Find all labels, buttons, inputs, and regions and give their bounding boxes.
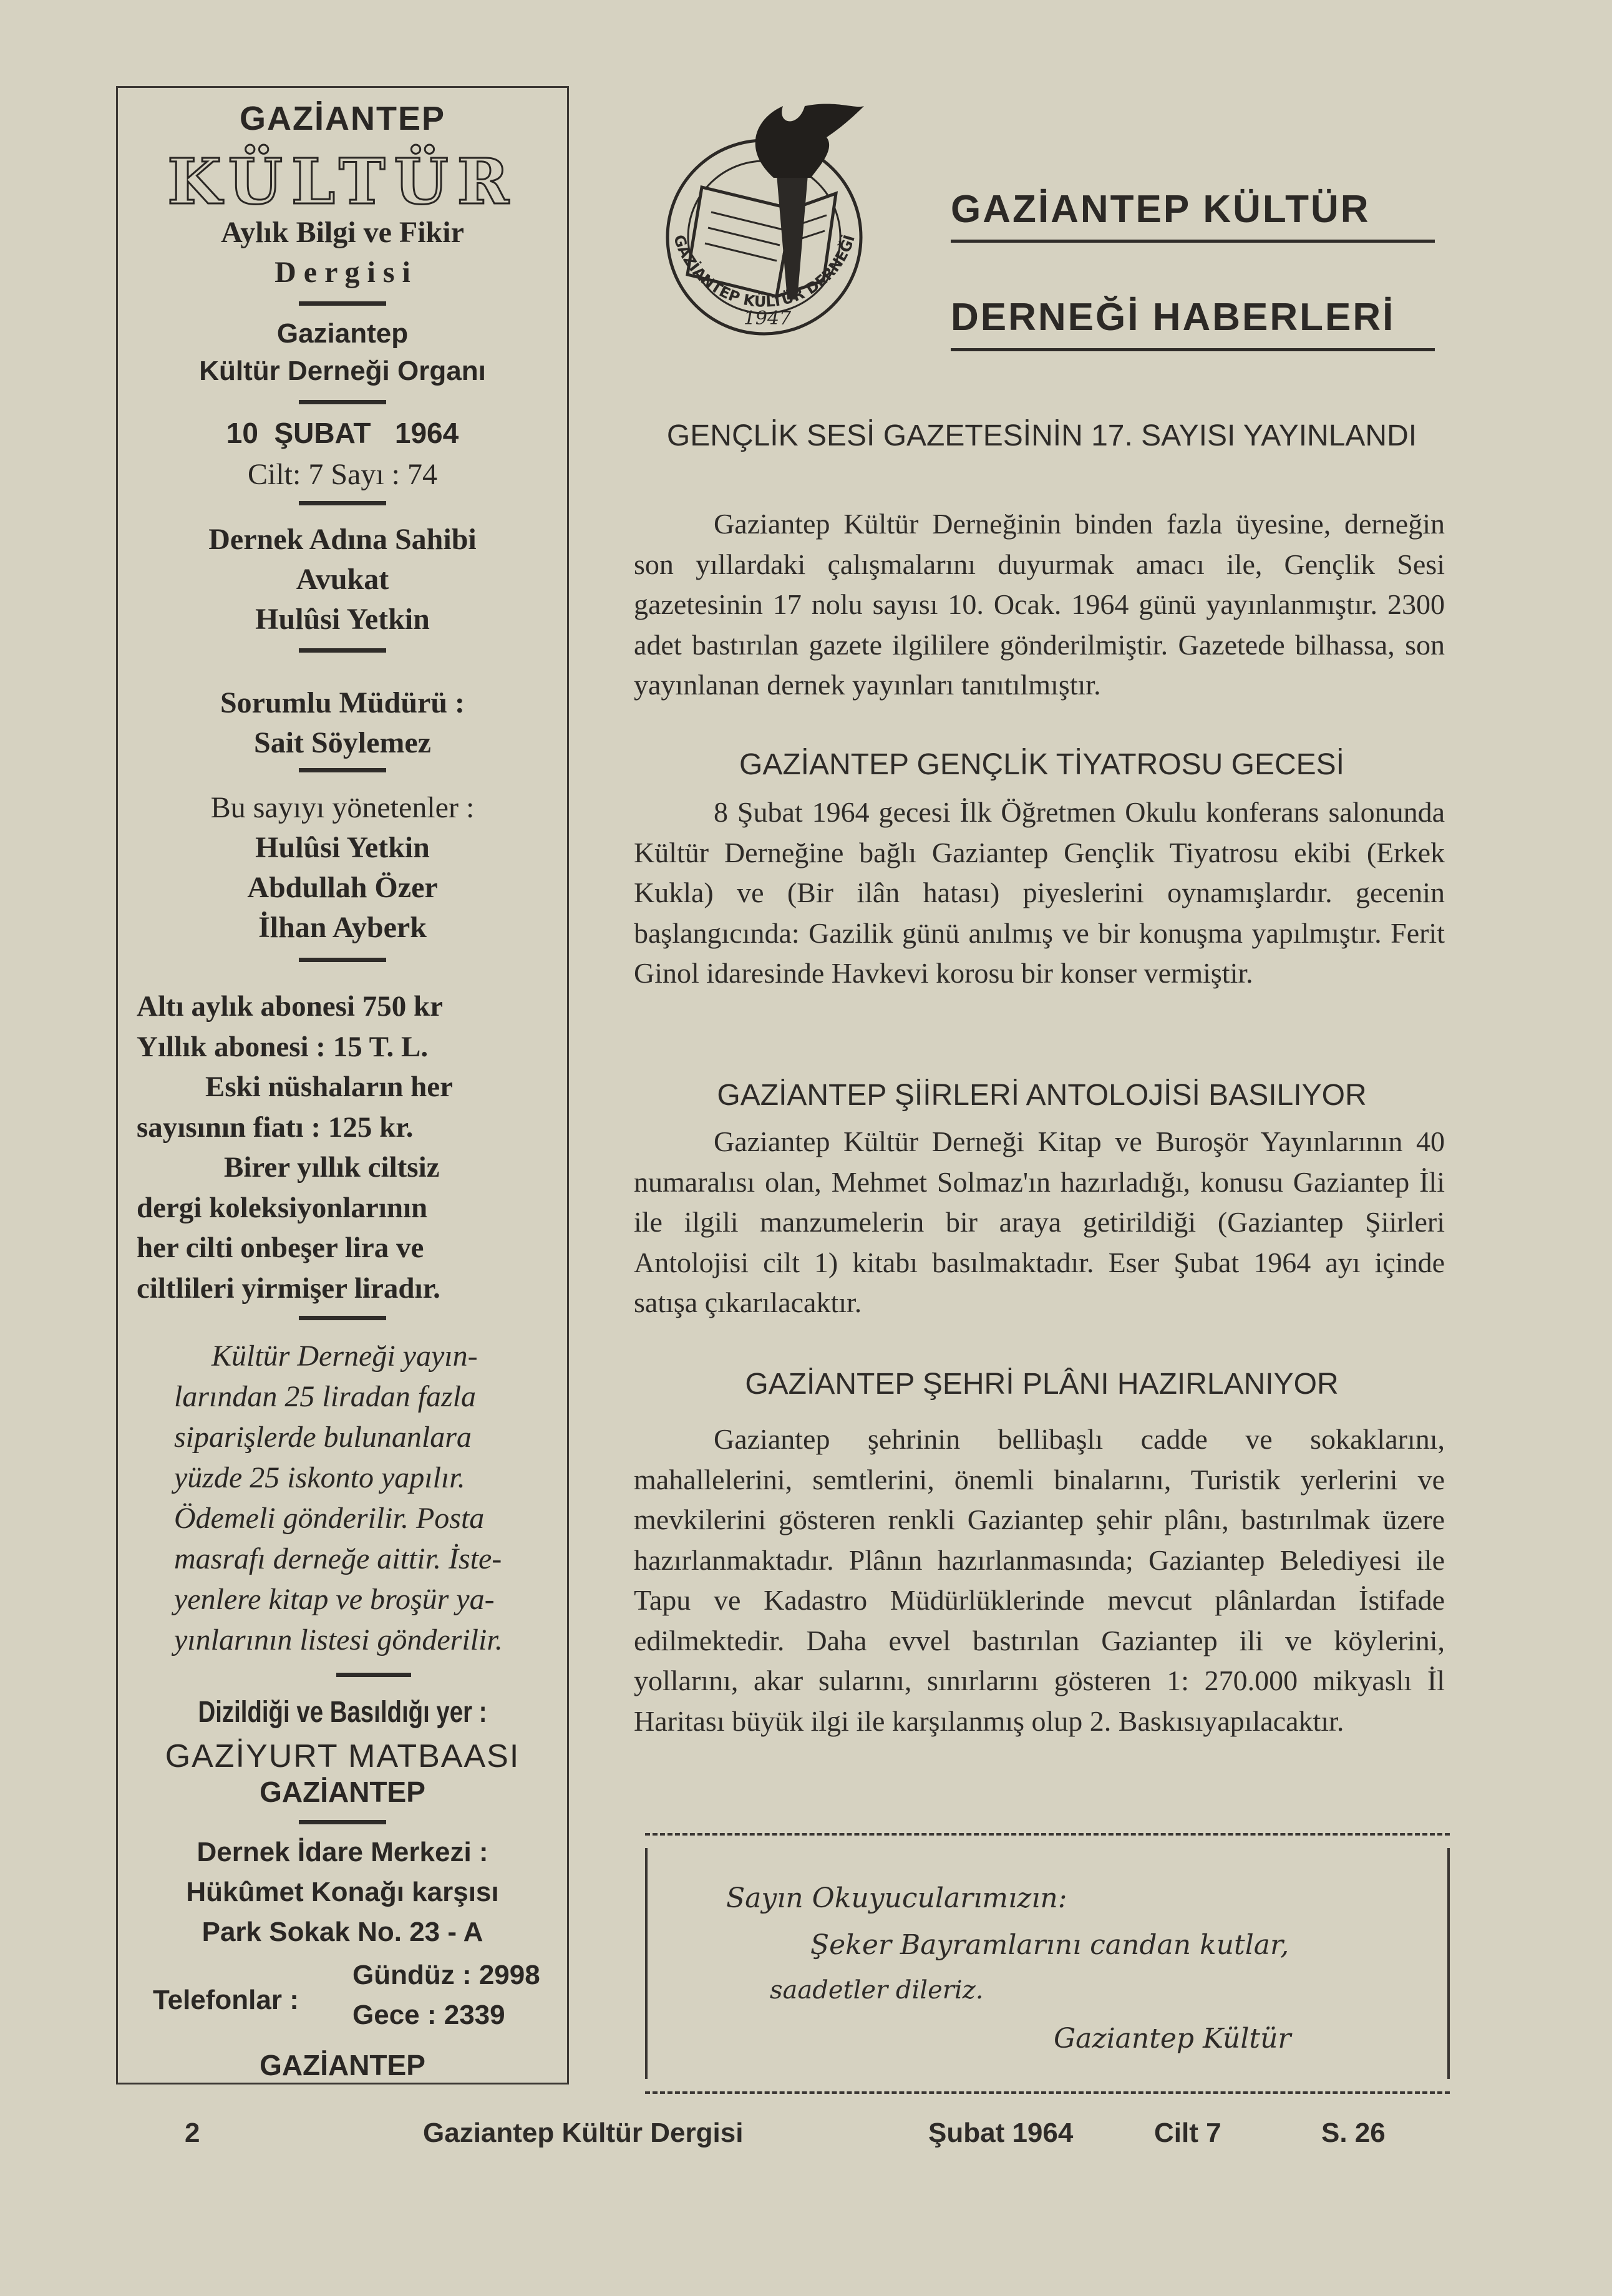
issue-date-day: 10 (226, 417, 258, 449)
discount-line: yenlere kitap ve broşür ya- (174, 1583, 495, 1616)
sidebar-organ-2: Kültür Derneği Organı (199, 356, 486, 386)
emblem-year: 1947 (743, 308, 792, 329)
subscription-line: sayısının fiatı : 125 kr. (137, 1111, 414, 1144)
manager-name: İlhan Ayberk (258, 911, 427, 944)
subscription-line: Birer yıllık ciltsiz (224, 1151, 440, 1184)
printer-name: GAZİYURT MATBAASI (165, 1738, 520, 1774)
owner-name: Hulûsi Yetkin (255, 603, 430, 636)
subscription-line: ciltlileri yirmişer liradır. (137, 1272, 440, 1305)
subscription-line: her cilti onbeşer lira ve (137, 1232, 424, 1264)
discount-line: siparişlerde bulunanlara (174, 1421, 472, 1454)
subscription-line: Altı aylık abonesi 750 kr (137, 990, 443, 1023)
discount-line: Kültür Derneği yayın- (211, 1340, 478, 1373)
header-rule (951, 348, 1435, 351)
kultur-logo-text: KÜLTÜR (167, 145, 518, 218)
editor-name: Sait Söylemez (254, 726, 431, 759)
discount-line: Ödemeli gönderilir. Posta (174, 1502, 485, 1535)
manager-name: Abdullah Özer (247, 871, 438, 904)
footer-date: Şubat 1964 (928, 2118, 1074, 2148)
manager-name: Hulûsi Yetkin (255, 831, 430, 864)
article-body-youth-newspaper: Gaziantep Kültür Derneğinin binden fazla üyesine, derneğin son yıllardaki çalışmalarını duyurmak amacı ile, Gençlik Sesi gazetesinin 17 nolu sayısı 10. Ocak. 1964 günü yayınlanmıştır. 2300 adet bastırılan gazete ilgililere gönderilmiştir. Gazetede bilhassa, son yayınlanan dernek yayınları tanıtılmıştır. (634, 508, 1445, 701)
phone-night: Gece : 2339 (352, 2000, 505, 2030)
subscription-line: dergi koleksiyonlarının (137, 1191, 428, 1224)
article-heading-poetry-anthology: GAZİANTEP ŞİİRLERİ ANTOLOJİSİ BASILIYOR (717, 1079, 1367, 1112)
issue-date-year: 1964 (394, 417, 459, 449)
article-heading-youth-newspaper: GENÇLİK SESİ GAZETESİNİN 17. SAYISI YAYINLANDI (666, 419, 1417, 452)
footer-volume: Cilt 7 (1154, 2118, 1221, 2148)
phone-day: Gündüz : 2998 (352, 1960, 540, 1990)
issue-date (118, 419, 567, 447)
discount-line: masrafı derneğe aittir. İste- (174, 1542, 502, 1575)
divider (299, 768, 386, 772)
discount-line: yüzde 25 iskonto yapılır. (174, 1461, 465, 1494)
divider (299, 501, 386, 505)
article-body-youth-theatre: 8 Şubat 1964 gecesi İlk Öğretmen Okulu konferans salonunda Kültür Derneğine bağlı Gaziantep Gençlik Tiyatrosu ekibi (Erkek Kukla) ve (Bir ilân hatası) piyeslerini oynamışlardır. gecenin başlangıcında: Gazilik günü anılmış ve bir konuşma yapılmıştır. Ferit Ginol idaresinde Havkevi korosu bir konser vermiştir. (634, 796, 1445, 989)
sidebar-bottom-rule (116, 2083, 569, 2084)
divider (299, 648, 386, 653)
volume-line: Cilt: 7 Sayı : 74 (247, 458, 438, 491)
header-rule (951, 240, 1435, 243)
sidebar-subtitle-1: Aylık Bilgi ve Fikir (221, 216, 464, 249)
emblem-ring-text: GAZİANTEP KÜLTÜR DERNEĞİ (669, 232, 858, 311)
phones-label: Telefonlar : (153, 1985, 299, 2015)
divider (299, 400, 386, 404)
discount-line: larından 25 liradan fazla (174, 1380, 477, 1413)
greeting-line-3: saadetler dileriz. (770, 1976, 984, 2005)
office-label: Dernek İdare Merkezi : (197, 1837, 488, 1867)
office-city: GAZİANTEP (260, 2049, 425, 2081)
header-title-1: GAZİANTEP KÜLTÜR (951, 188, 1371, 231)
printer-city: GAZİANTEP (260, 1776, 425, 1808)
page-number: 2 (185, 2118, 200, 2148)
sidebar-subtitle-2: D e r g i s i (274, 256, 410, 289)
article-body-city-plan: Gaziantep şehrinin bellibaşlı cadde ve sokaklarını, mahallelerini, semtlerini, önemli binalarını, Turistik yerlerini ve mevkilerini gösteren renkli Gaziantep şehir plânı, bastırılmak üzere hazırlanmaktadır. Plânın hazırlanmasında; Gaziantep Belediyesi ile Tapu ve Kadastro Müdürlüklerinde mevcut plânlardan İstifade edilmektedir. Daha evvel bastırılan Gaziantep ili ve köylerini, yollarını, akar sularını, sınırlarını gösteren 1: 270.000 mikyaslı İl Haritası büyük ilgi ile karşılanmış olup 2. Baskısıyapılacaktır. (634, 1423, 1445, 1737)
greeting-line-1: Sayın Okuyucularımızın: (726, 1882, 1067, 1914)
divider (336, 1673, 411, 1677)
footer-magazine: Gaziantep Kültür Dergisi (423, 2118, 744, 2148)
office-address-1: Hükûmet Konağı karşısı (186, 1877, 499, 1907)
printer-label: Dizildiği ve Basıldığı yer : (198, 1696, 487, 1729)
office-address-2: Park Sokak No. 23 - A (202, 1917, 483, 1947)
discount-line: yınlarının listesi gönderilir. (174, 1623, 503, 1656)
masthead-sidebar (116, 86, 569, 2084)
association-emblem (649, 94, 880, 368)
issue-date-month: ŞUBAT (274, 417, 371, 449)
subscription-line: Yıllık abonesi : 15 T. L. (137, 1030, 429, 1063)
discount-note (174, 1336, 548, 1660)
divider (299, 1316, 386, 1320)
subscription-info (137, 986, 548, 1308)
article-heading-city-plan: GAZİANTEP ŞEHRİ PLÂNI HAZIRLANIYOR (745, 1368, 1339, 1401)
greeting-signature: Gaziantep Kültür (1054, 2023, 1291, 2055)
sidebar-organ-1: Gaziantep (276, 318, 409, 349)
managers-label: Bu sayıyı yönetenler : (210, 791, 475, 824)
holiday-greeting-box (645, 1833, 1450, 2094)
divider (299, 958, 386, 962)
article-body-poetry-anthology: Gaziantep Kültür Derneği Kitap ve Buroşör Yayınlarının 40 numaralısı olan, Mehmet Solmaz'ın hazırladığı, konusu Gaziantep İli ile ilgili manzumelerin bir araya getirildiği (Gaziantep Şiirleri Antolojisi cilt 1) kitabı basılmaktadır. Eser Şubat 1964 ayı içinde satışa çıkarılacaktır. (634, 1126, 1445, 1318)
sidebar-city: GAZİANTEP (239, 100, 445, 137)
article-heading-youth-theatre: GAZİANTEP GENÇLİK TİYATROSU GECESİ (739, 748, 1344, 781)
footer-issue: S. 26 (1321, 2118, 1386, 2148)
owner-label: Dernek Adına Sahibi (208, 523, 477, 556)
divider (299, 301, 386, 306)
greeting-line-2: Şeker Bayramlarını candan kutlar, (810, 1929, 1289, 1961)
owner-title: Avukat (296, 563, 389, 596)
editor-label: Sorumlu Müdürü : (220, 686, 465, 719)
header-title-2: DERNEĞİ HABERLERİ (951, 296, 1396, 339)
subscription-line: Eski nüshaların her (205, 1071, 454, 1103)
divider (299, 1820, 386, 1824)
